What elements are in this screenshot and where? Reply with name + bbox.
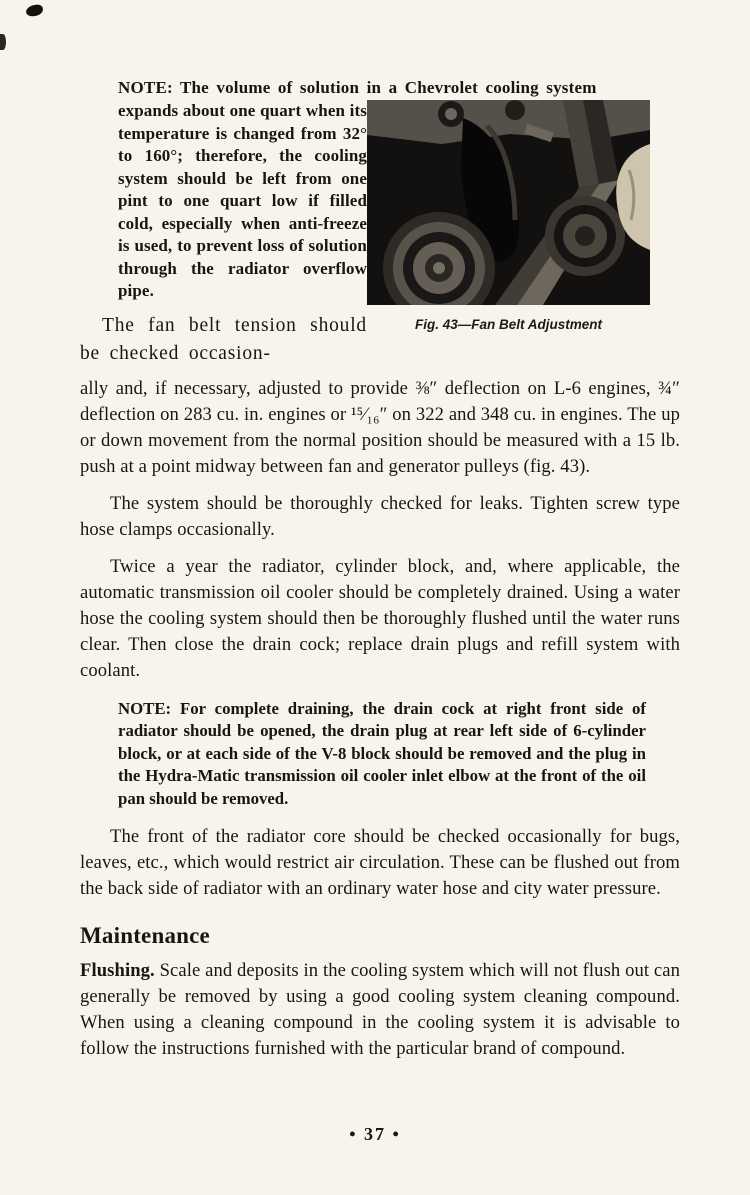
note-and-figure-row: [80, 100, 680, 368]
note-cooling-first-line: NOTE: The volume of solution in a Chevrolet cooling system: [118, 78, 597, 97]
maintenance-heading: Maintenance: [80, 923, 210, 948]
flushing-paragraph: [80, 958, 680, 1062]
note-complete-draining: NOTE: For complete draining, the drain cock at right front side of radiator should be opened, the drain plug at rear left side of 6-cylinder block, or at each side of the V-8 block should be removed and the plug in the Hydra-Matic transmission oil cooler inlet elbow at the front of the oil pan should be removed.: [118, 698, 646, 808]
scan-artifact: [0, 34, 6, 50]
scan-artifact: [25, 4, 43, 17]
fan-belt-photo: [367, 100, 650, 305]
figure-43: [367, 100, 650, 332]
radiator-core-paragraph: The front of the radiator core should be checked occasionally for bugs, leaves, etc., which would restrict air circulation. These can be flushed out from the back side of radiator with an ordinary water hose and city water pressure.: [80, 826, 680, 899]
left-text-column: [80, 100, 367, 368]
note-cooling-body: expands about one quart when its temperature is changed from 32° to 160°; therefore, the cooling system should be left from one pint to one quart low if filled cold, especially when anti-freeze is used, to prevent loss of solution through the radiator overflow pipe.: [118, 101, 367, 300]
flushing-lead-in: Flushing.: [80, 960, 155, 981]
figure-43-caption: Fig. 43—Fan Belt Adjustment: [414, 317, 603, 332]
draining-paragraph: Twice a year the radiator, cylinder block, and, where applicable, the automatic transmission oil cooler should be completely drained. Using a water hose the cooling system should then be thoroughly flushed until the water runs clear. Then close the drain cock; replace drain plugs and refill system with coolant.: [80, 555, 680, 681]
fan-belt-paragraph-start: The fan belt tension should be checked occasion-: [80, 314, 367, 364]
page-content: [80, 76, 680, 1073]
flushing-text: Scale and deposits in the cooling system which will not flush out can generally be removed by using a good cooling system cleaning compound. When using a cleaning compound in the cooling system it is advisable to follow the instructions furnished with the particular brand of compound.: [80, 960, 681, 1059]
leak-check-paragraph: The system should be thoroughly checked for leaks. Tighten screw type hose clamps occasionally.: [80, 492, 680, 540]
page-number: • 37 •: [349, 1124, 401, 1144]
fan-belt-paragraph-continuation: ally and, if necessary, adjusted to provide ⅜″ deflection on L-6 engines, ¾″ deflection on 283 cu. in. engines or ¹⁵⁄₁₆″ on 322 and 348 cu. in engines. The up or down movement from the normal position should be measured with a 15 lb. push at a point midway between fan and generator pulleys (fig. 43).: [80, 377, 680, 477]
